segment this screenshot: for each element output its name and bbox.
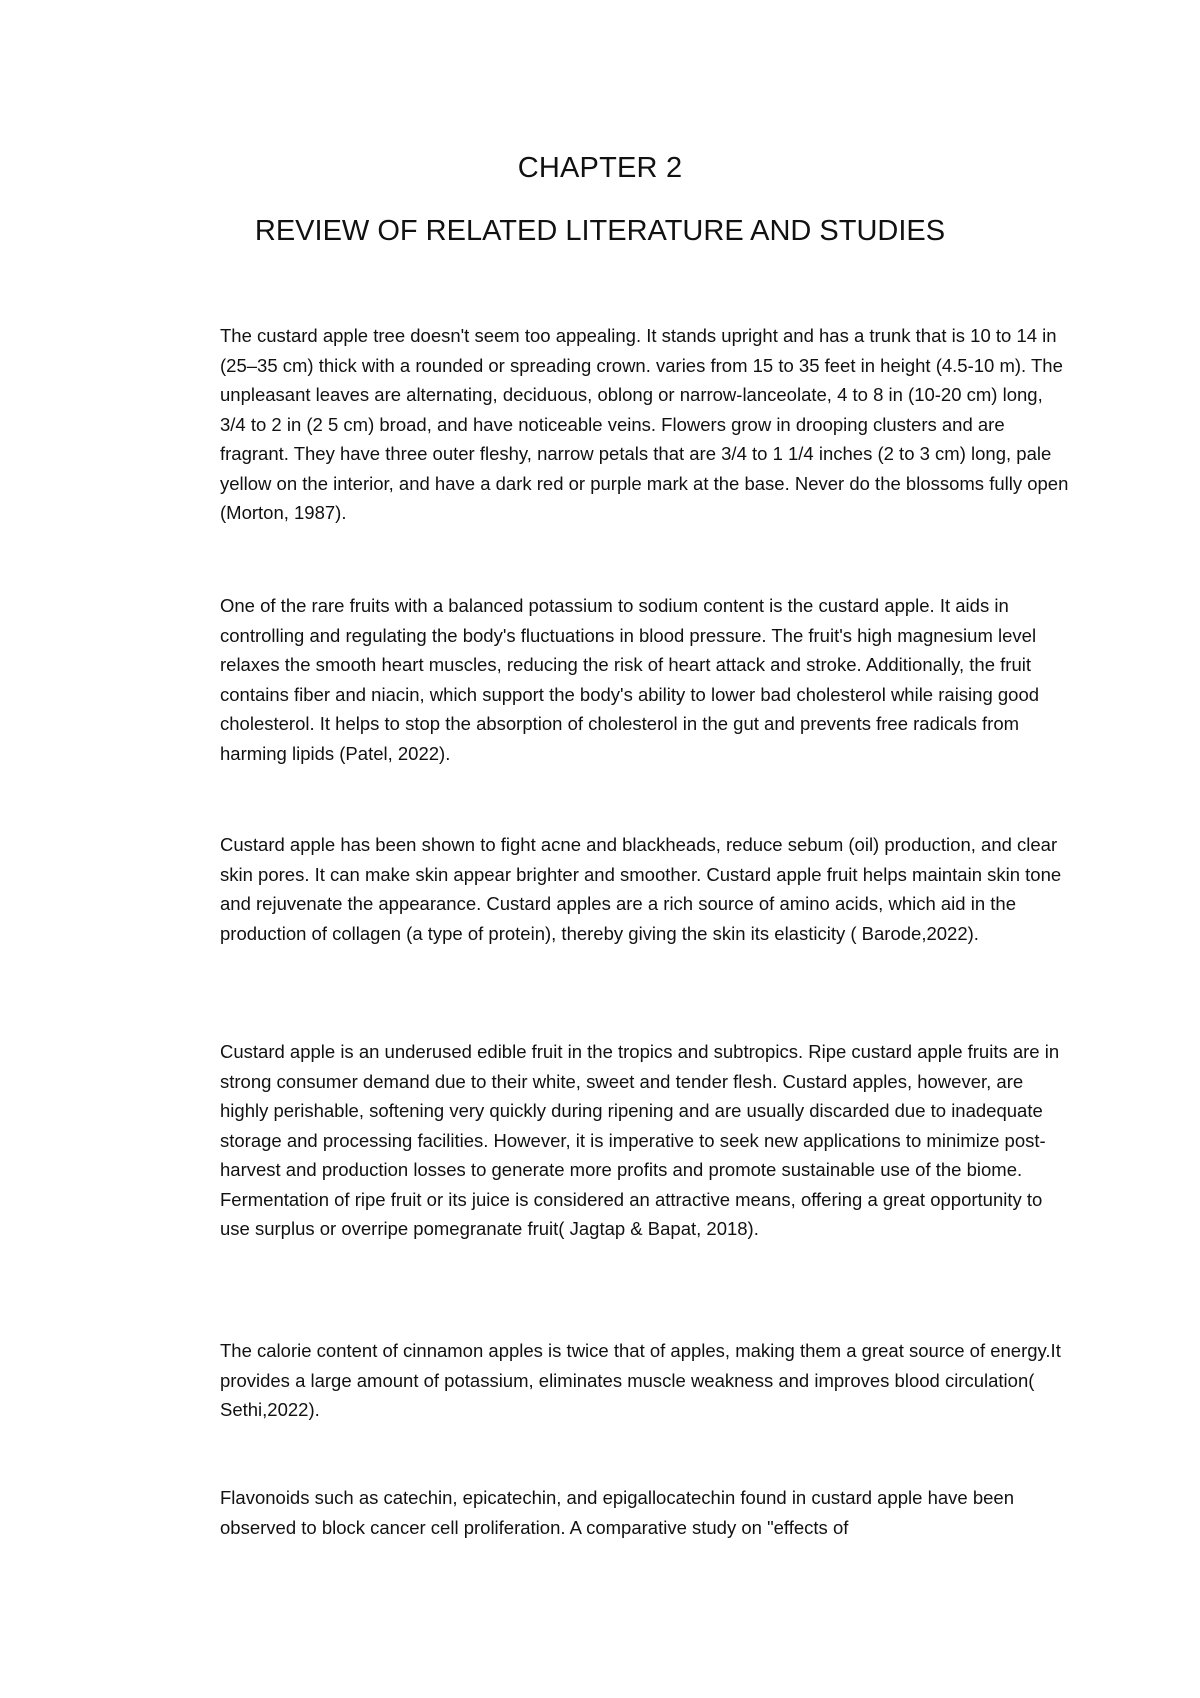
paragraph-skin-benefits: Custard apple has been shown to fight acne and blackheads, reduce sebum (oil) production, and clear skin pores. It can make skin appear brighter and smoother. Custard apple fruit helps maintain skin tone and rejuvenate the appearance. Custard apples are a rich source of amino acids, which aid in the production of collagen (a type of protein), thereby giving the skin its elasticity ( Barode,2022). (220, 834, 1062, 944)
paragraph-flavonoids: Flavonoids such as catechin, epicatechin, and epigallocatechin found in custard apple have been observed to block cancer cell proliferation. A comparative study on "effects of (220, 1487, 1014, 1538)
paragraph-underused-fruit: Custard apple is an underused edible fruit in the tropics and subtropics. Ripe custard apple fruits are in strong consumer demand due to their white, sweet and tender flesh. Custard apples, however, are highly perishable, softening very quickly during ripening and are usually discarded due to inadequate storage and processing facilities. However, it is imperative to seek new applications to minimize post-harvest and production losses to generate more profits and promote sustainable use of the biome. Fermentation of ripe fruit or its juice is considered an attractive means, offering a great opportunity to use surplus or overripe pomegranate fruit( Jagtap & Bapat, 2018). (220, 1041, 1060, 1239)
paragraph-tree-description: The custard apple tree doesn't seem too appealing. It stands upright and has a trunk that is 10 to 14 in (25–35 cm) thick with a rounded or spreading crown. varies from 15 to 35 feet in height (4.5-10 m). The unpleasant leaves are alternating, deciduous, oblong or narrow-lanceolate, 4 to 8 in (10-20 cm) long, 3/4 to 2 in (2 5 cm) broad, and have noticeable veins. Flowers grow in drooping clusters and are fragrant. They have three outer fleshy, narrow petals that are 3/4 to 1 1/4 inches (2 to 3 cm) long, pale yellow on the interior, and have a dark red or purple mark at the base. Never do the blossoms fully open (Morton, 1987). (220, 325, 1069, 523)
chapter-heading: CHAPTER 2 (517, 152, 683, 184)
paragraph-calorie-content: The calorie content of cinnamon apples is twice that of apples, making them a great source of energy.It provides a large amount of potassium, eliminates muscle weakness and improves blood circulation( Sethi,2022). (220, 1340, 1061, 1420)
chapter-title: REVIEW OF RELATED LITERATURE AND STUDIES (254, 215, 946, 247)
paragraph-potassium-sodium: One of the rare fruits with a balanced potassium to sodium content is the custard apple. It aids in controlling and regulating the body's fluctuations in blood pressure. The fruit's high magnesium level relaxes the smooth heart muscles, reducing the risk of heart attack and stroke. Additionally, the fruit contains fiber and niacin, which support the body's ability to lower bad cholesterol while raising good cholesterol. It helps to stop the absorption of cholesterol in the gut and prevents free radicals from harming lipids (Patel, 2022). (220, 595, 1040, 764)
